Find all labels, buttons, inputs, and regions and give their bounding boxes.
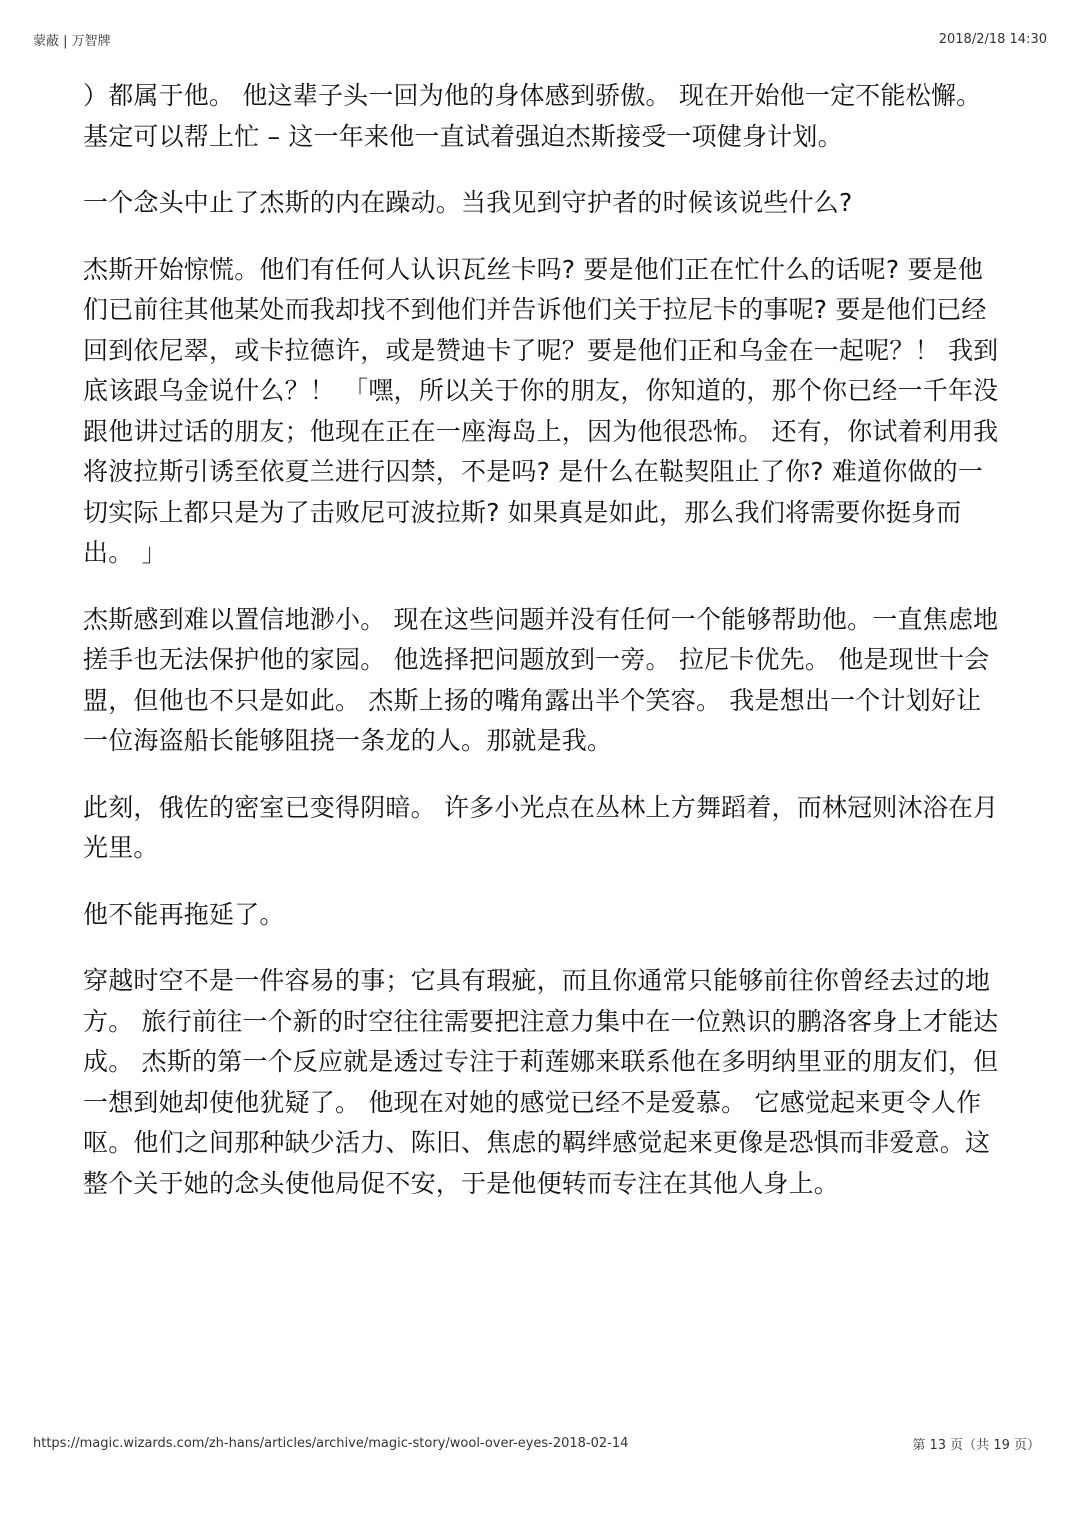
- page-url: https://magic.wizards.com/zh-hans/articles/archive/magic-story/wool-over-eyes-2018-02-14: [33, 1435, 629, 1451]
- paragraph-4: 杰斯感到难以置信地渺小。 现在这些问题并没有任何一个能够帮助他。一直焦虑地搓手也无法保护他的家园。 他选择把问题放到一旁。 拉尼卡优先。 他是现世十会盟，但他也不只是如此。 杰斯上扬的嘴角露出半个笑容。 我是想出一个计划好让一位海盗船长能够阻挠一条龙的人。那就是我。: [83, 604, 999, 755]
- paragraph-5: 此刻，俄佐的密室已变得阴暗。 许多小光点在丛林上方舞蹈着，而林冠则沐浴在月光里。: [83, 792, 999, 862]
- site-title: 蒙蔽 | 万智牌: [33, 33, 111, 49]
- paragraph-6: 他不能再拖延了。: [83, 899, 285, 929]
- print-datetime: 2018/2/18 14:30: [938, 31, 1047, 47]
- paragraph-1: ）都属于他。 他这辈子头一回为他的身体感到骄傲。 现在开始他一定不能松懈。 基定可以帮上忙 – 这一年来他一直试着强迫杰斯接受一项健身计划。: [83, 81, 982, 151]
- article-body: [83, 76, 1003, 1230]
- print-header: [33, 29, 1047, 49]
- paragraph-3: 杰斯开始惊慌。他们有任何人认识瓦丝卡吗? 要是他们正在忙什么的话呢? 要是他们已前往其他某处而我却找不到他们并告诉他们关于拉尼卡的事呢? 要是他们已经回到依尼翠，或卡拉德许，或是赞迪卡了呢？要是他们正和乌金在一起呢？！ 我到底该跟乌金说什么？！ 「嘿，所以关于你的朋友，你知道的，那个你已经一千年没跟他讲过话的朋友；他现在正在一座海岛上，因为他很恐怖。 还有，你试着利用我将波拉斯引诱至依夏兰进行囚禁，不是吗? 是什么在鞑契阻止了你? 难道你做的一切实际上都只是为了击败尼可波拉斯? 如果真是如此，那么我们将需要你挺身而出。 」: [83, 254, 999, 567]
- print-footer: [33, 1433, 1040, 1453]
- paragraph-2: 一个念头中止了杰斯的内在躁动。当我见到守护者的时候该说些什么?: [83, 188, 853, 217]
- paragraph-7: 穿越时空不是一件容易的事；它具有瑕疵，而且你通常只能够前往你曾经去过的地方。 旅行前往一个新的时空往往需要把注意力集中在一位熟识的鹏洛客身上才能达成。 杰斯的第一个反应就是透过专注于莉莲娜来联系他在多明纳里亚的朋友们，但一想到她却使他犹疑了。 他现在对她的感觉已经不是爱慕。 它感觉起来更令人作呕。他们之间那种缺少活力、陈旧、焦虑的羁绊感觉起来更像是恐惧而非爱意。这整个关于她的念头使他局促不安，于是他便转而专注在其他人身上。: [83, 966, 999, 1198]
- page-number: 第 13 页（共 19 页）: [912, 1437, 1040, 1453]
